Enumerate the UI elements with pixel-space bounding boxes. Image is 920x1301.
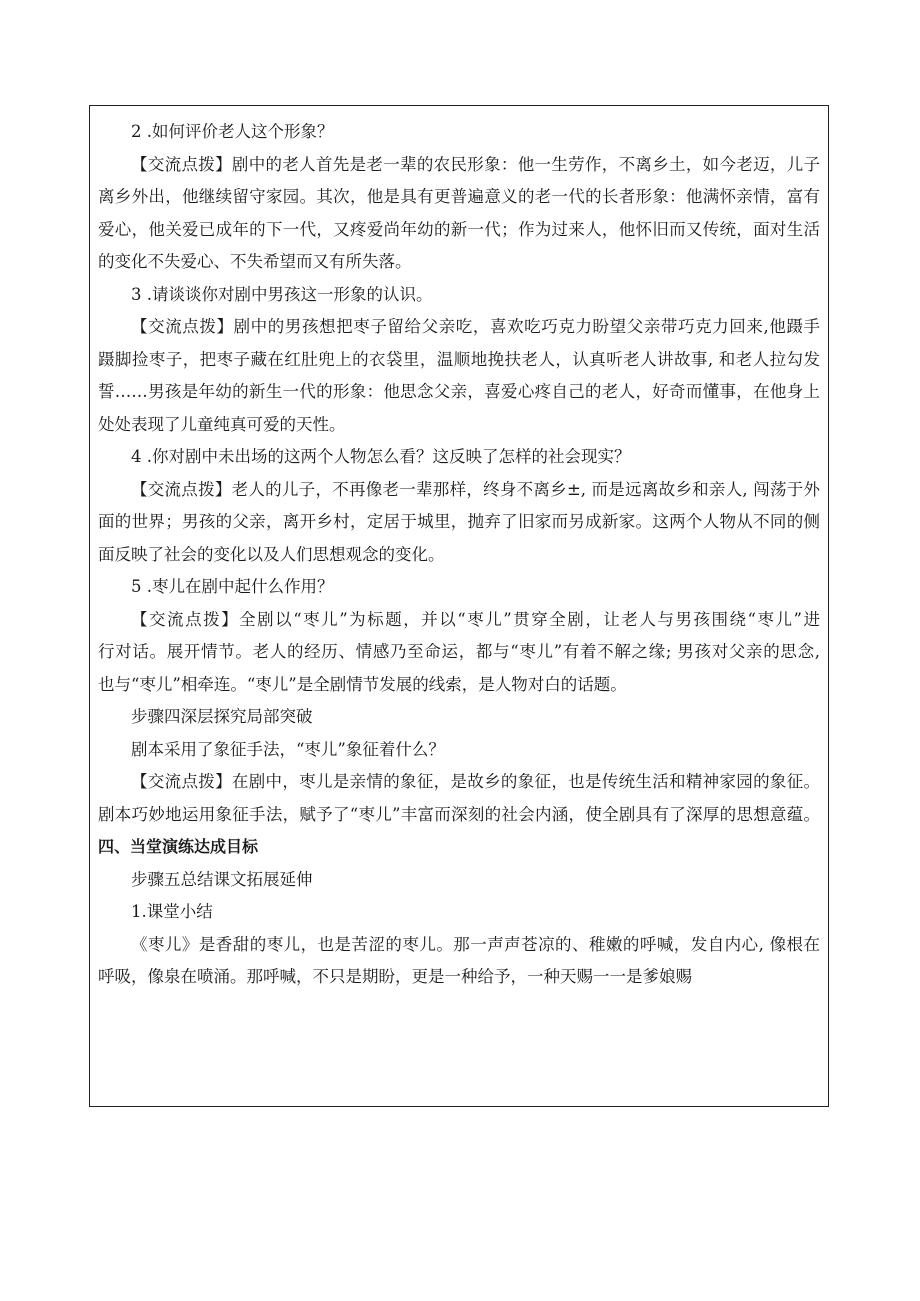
section-heading: 四、当堂演练达成目标 — [98, 837, 259, 856]
text-line: 爱心，他关爱已成年的下一代，又疼爱尚年幼的新一代；作为过来人，他怀旧而又传统，面对生活 — [98, 219, 820, 239]
text-line: 【交流点拨】剧中的老人首先是老一辈的农民形象：他一生劳作，不离乡土，如今老迈，儿子 — [131, 154, 820, 174]
text-line: 处处表现了儿童纯真可爱的天性。 — [98, 414, 346, 434]
text-line: 【交流点拨】剧中的男孩想把枣子留给父亲吃，喜欢吃巧克力盼望父亲带巧克力回来,他蹑手 — [131, 317, 820, 336]
text-line: 呼吸，像泉在喷涌。那呼喊，不只是期盼，更是一种给予，一种天赐一一是爹娘赐 — [98, 967, 692, 986]
text-line: 步骤五总结课文拓展延伸 — [131, 869, 313, 889]
text-line: 面的世界；男孩的父亲，离开乡村，定居于城里，抛弃了旧家而另成新家。这两个人物从不同的侧 — [98, 512, 820, 531]
text-line: 也与“枣儿”相牵连。“枣儿”是全剧情节发展的线索，是人物对白的话题。 — [98, 674, 627, 694]
text-line: 《枣儿》是香甜的枣儿，也是苦涩的枣儿。那一声声苍凉的、稚嫩的呼喊，发自内心, 像根在 — [131, 934, 820, 954]
text-line: 【交流点拨】在剧中，枣儿是亲情的象征，是故乡的象征，也是传统生活和精神家园的象征。 — [131, 772, 820, 791]
text-line: 【交流点拨】老人的儿子，不再像老一辈那样，终身不离乡±, 而是远离故乡和亲人, 闯荡于外 — [131, 479, 820, 499]
text-line: 3 .请谈谈你对剧中男孩这一形象的认识。 — [131, 284, 433, 304]
text-line: 行对话。展开情节。老人的经历、情感乃至命运，都与“枣儿”有着不解之缘; 男孩对父亲的思念, — [98, 642, 820, 661]
text-line: 剧本采用了象征手法，“枣儿”象征着什么？ — [131, 739, 445, 759]
text-line: 5 .枣儿在剧中起什么作用？ — [131, 577, 334, 596]
text-line: 离乡外出，他继续留守家园。其次，他是具有更普遍意义的老一代的长者形象：他满怀亲情，富有 — [98, 187, 820, 206]
document-frame — [89, 105, 829, 1107]
text-line: 1.课堂小结 — [131, 902, 213, 921]
text-line: 的变化不失爱心、不失希望而又有所失落。 — [98, 252, 412, 271]
text-line: 4 .你对剧中未出场的这两个人物怎么看？这反映了怎样的社会现实？ — [131, 447, 631, 466]
text-line: 步骤四深层探究局部突破 — [131, 707, 313, 726]
text-line: 誓……男孩是年幼的新生一代的形象：他思念父亲，喜爱心疼自己的老人，好奇而懂事，在他身上 — [98, 382, 820, 401]
text-line: 【交流点拨】全剧以“枣儿”为标题，并以“枣儿”贯穿全剧，让老人与男孩围绕“枣儿”进 — [131, 609, 820, 629]
text-line: 剧本巧妙地运用象征手法，赋予了“枣儿”丰富而深刻的社会内涵，使全剧具有了深厚的思想意蕴。 — [98, 804, 820, 824]
text-line: 面反映了社会的变化以及人们思想观念的变化。 — [98, 544, 445, 564]
text-line: 蹑脚捡枣子，把枣子藏在红肚兜上的衣袋里，温顺地挽扶老人，认真听老人讲故事, 和老人拉勾发 — [98, 349, 820, 369]
text-line: 2 .如何评价老人这个形象？ — [131, 122, 334, 141]
